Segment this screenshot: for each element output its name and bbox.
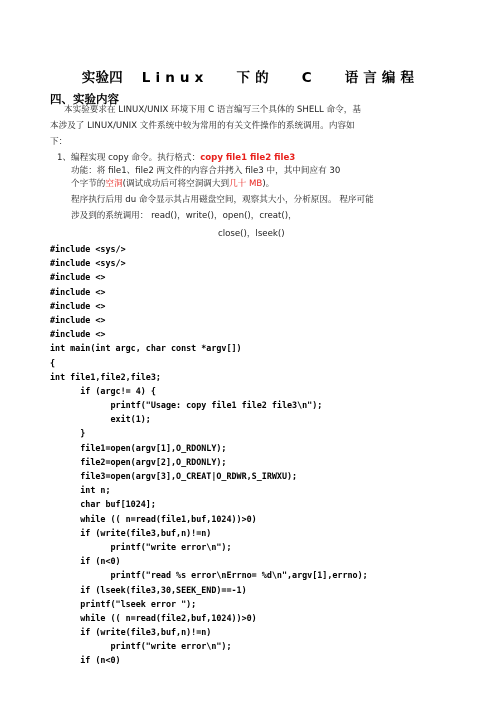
code-line: file1=open(argv[1],O_RDONLY); — [50, 442, 227, 453]
code-line: printf("write error\n"); — [50, 541, 232, 552]
code-line: #include <> — [50, 300, 106, 311]
code-line: int file1,file2,file3; — [50, 371, 161, 382]
code-line: { — [50, 357, 56, 368]
code-line: char buf[1024]; — [50, 499, 156, 510]
code-line: while (( n=read(file2,buf,1024))>0) — [50, 612, 257, 623]
item1-lead: 1、编程实现 copy 命令。执行格式： — [57, 153, 201, 163]
code-line: #include <sys/> — [50, 244, 126, 254]
code-line: if (n<0) — [50, 655, 121, 666]
title-part-3: 下 的 — [236, 70, 269, 86]
code-line: exit(1); — [50, 414, 151, 425]
item1-after-line-2: 涉及到的系统调用： read()，write()，open()，creat()， — [71, 211, 297, 221]
code-line: if (write(file3,buf,n)!=n) — [50, 527, 212, 538]
code-line: if (n<0) — [50, 556, 121, 567]
code-line: file2=open(argv[2],O_RDONLY); — [50, 456, 227, 467]
code-line: file3=open(argv[3],O_CREAT|O_RDWR,S_IRWXU); — [50, 471, 298, 481]
code-line: while (( n=read(file1,buf,1024))>0) — [50, 513, 257, 524]
code-line: #include <> — [50, 286, 106, 297]
doc-title — [0, 66, 496, 86]
title-part-5: 语 言 编 程 — [344, 70, 415, 86]
code-line: #include <> — [50, 272, 106, 283]
intro-line-2: 本涉及了 LINUX/UNIX 文件系统中较为常用的有关文件操作的系统调用。内容如 — [50, 121, 355, 131]
intro-line-3: 下： — [50, 137, 68, 147]
size-highlight: 几十 MB — [229, 179, 263, 189]
title-part-2: L i n u x — [141, 70, 204, 86]
func-text-a: 个字节的 — [71, 179, 106, 189]
code-line: int main(int argc, char const *argv[]) — [50, 343, 242, 354]
intro-line-1: 本实验要求在 LINUX/UNIX 环境下用 C 语言编写三个具体的 SHELL 命令，基 — [64, 105, 361, 115]
code-line: printf("read %s error\nErrno= %d\n",argv[1],errno); — [50, 570, 368, 581]
code-line: #include <sys/> — [50, 258, 126, 269]
item1-func-line-2 — [71, 177, 274, 193]
code-line: #include <> — [50, 329, 106, 340]
item1-after-line-1: 程序执行后用 du 命令显示其占用磁盘空间，观察其大小，分析原因。 程序可能 — [71, 195, 374, 205]
code-line: #include <> — [50, 314, 106, 325]
func-text-c: )。 — [262, 179, 275, 189]
code-line: printf("Usage: copy file1 file2 file3\n"); — [50, 400, 323, 411]
section-heading: 四、实验内容 — [50, 92, 119, 106]
code-line: int n; — [50, 485, 111, 496]
code-line: if (argc!= 4) { — [50, 385, 156, 396]
func-text-b: (调试成功后可将空洞调大到 — [122, 179, 230, 189]
code-line: printf("lseek error "); — [50, 598, 197, 609]
title-part-4: C — [301, 70, 312, 86]
code-line: } — [50, 428, 86, 439]
code-listing — [50, 242, 368, 668]
code-line: if (write(file3,buf,n)!=n) — [50, 627, 212, 638]
code-line: if (lseek(file3,30,SEEK_END)==-1) — [50, 584, 247, 595]
title-part-1: 实验四 — [81, 70, 123, 86]
item1-func-line-1: 功能：将 file1、file2 两文件的内容合并拷入 file3 中，其中间应有 30 — [71, 166, 341, 176]
code-line: printf("write error\n"); — [50, 641, 232, 652]
item1-after-line-3: close()，lseek() — [218, 229, 285, 239]
hole-highlight: 空洞 — [105, 179, 123, 189]
copy-format: copy file1 file2 file3 — [200, 153, 296, 163]
